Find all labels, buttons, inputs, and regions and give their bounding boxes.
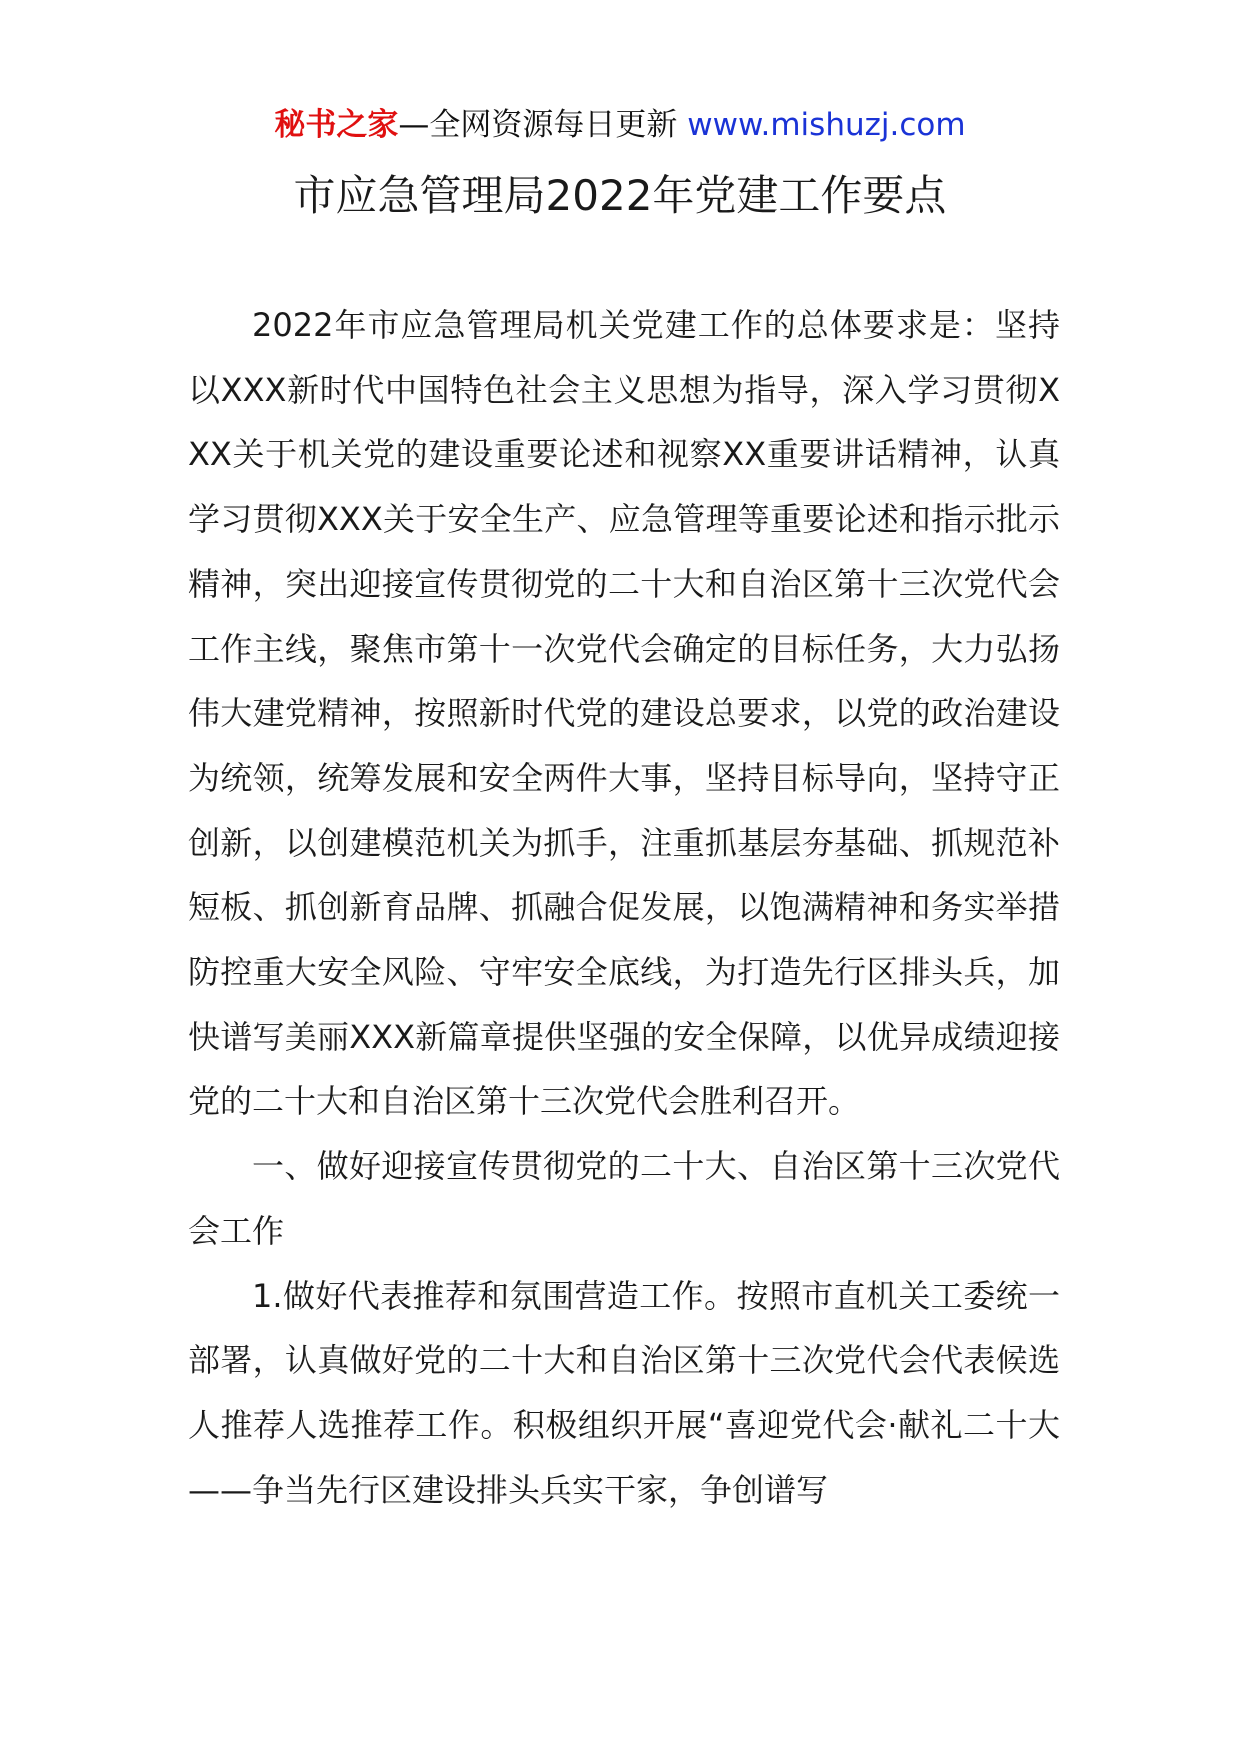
brand-name: 秘书之家: [274, 107, 399, 143]
site-url: www.mishuzj.com: [687, 107, 966, 143]
header-tagline: —全网资源每日更新: [398, 107, 678, 143]
document-title: 市应急管理局2022年党建工作要点: [293, 171, 947, 220]
paragraph-item-1: 1.做好代表推荐和氛围营造工作。按照市直机关工委统一部署，认真做好党的二十大和自治区第十三次党代会代表候选人推荐人选推荐工作。积极组织开展“喜迎党代会·献礼二十大——争当先行区建设排头兵实干家，争创谱写: [188, 1276, 1060, 1509]
document-body: [188, 293, 1060, 1522]
section-heading-1: 一、做好迎接宣传贯彻党的二十大、自治区第十三次党代会工作: [188, 1147, 1060, 1250]
site-header: [0, 103, 1240, 147]
paragraph-general-requirements: 2022年市应急管理局机关党建工作的总体要求是：坚持以XXX新时代中国特色社会主义思想为指导，深入学习贯彻XXX关于机关党的建设重要论述和视察XX重要讲话精神，认真学习贯彻XXX关于安全生产、应急管理等重要论述和指示批示精神，突出迎接宣传贯彻党的二十大和自治区第十三次党代会工作主线，聚焦市第十一次党代会确定的目标任务，大力弘扬伟大建党精神，按照新时代党的建设总要求，以党的政治建设为统领，统筹发展和安全两件大事，坚持目标导向，坚持守正创新，以创建模范机关为抓手，注重抓基层夯基础、抓规范补短板、抓创新育品牌、抓融合促发展，以饱满精神和务实举措防控重大安全风险、守牢安全底线，为打造先行区排头兵，加快谱写美丽XXX新篇章提供坚强的安全保障，以优异成绩迎接党的二十大和自治区第十三次党代会胜利召开。: [188, 306, 1060, 1121]
